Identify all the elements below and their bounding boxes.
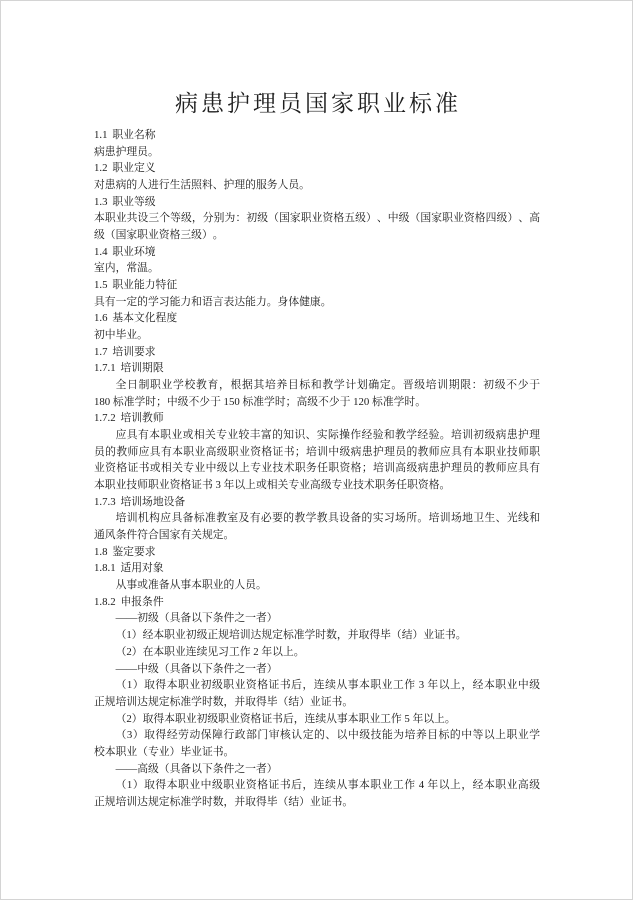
condition-line: 正规培训达规定标准学时数，并取得毕（结）业证书。 <box>94 695 354 708</box>
subsection-heading <box>94 594 540 611</box>
level-label: ——中级（具备以下条件之一者） <box>115 662 278 675</box>
condition-line: （2）在本职业连续见习工作 2 年以上。 <box>115 645 305 658</box>
subsection-number: 1.7.2 <box>94 412 116 425</box>
paragraph-line: 本职业共设三个等级，分别为：初级（国家职业资格五级）、中级（国家职业资格四级）、高 <box>94 212 540 225</box>
subsection-title: 培训期限 <box>120 362 164 375</box>
section-heading <box>94 194 540 211</box>
paragraph-line: 从事或准备从事本职业的人员。 <box>115 579 267 592</box>
subsection-heading <box>94 560 540 577</box>
condition-line: 校本职业（专业）毕业证书。 <box>94 745 235 758</box>
subsection-1-8-2 <box>94 594 540 811</box>
section-1-5 <box>94 277 540 310</box>
level-intermediate <box>94 661 540 761</box>
subsection-heading <box>94 410 540 427</box>
subsection-number: 1.7.1 <box>94 362 116 375</box>
level-label: ——初级（具备以下条件之一者） <box>115 612 278 625</box>
subsection-title: 培训教师 <box>120 412 164 425</box>
paragraph-line: 业资格证书或相关专业中级以上专业技术职务任职资格；培训高级病患护理员的教师应具有 <box>94 462 540 475</box>
level-junior <box>94 610 540 660</box>
section-number: 1.6 <box>94 312 108 325</box>
section-1-8 <box>94 544 540 811</box>
subsection-1-7-1 <box>94 360 540 410</box>
subsection-1-7-3 <box>94 494 540 544</box>
section-1-1 <box>94 127 540 160</box>
paragraph-line: 级（国家职业资格三级）。 <box>94 229 224 242</box>
section-1-6 <box>94 310 540 343</box>
section-number: 1.8 <box>94 545 108 558</box>
condition-line: （1）经本职业初级正规培训达规定标准学时数，并取得毕（结）业证书。 <box>115 629 467 642</box>
subsection-number: 1.8.2 <box>94 595 116 608</box>
paragraph-line: 对患病的人进行生活照料、护理的服务人员。 <box>94 179 310 192</box>
section-title: 职业环境 <box>112 245 156 258</box>
subsection-title: 适用对象 <box>120 562 164 575</box>
section-1-7 <box>94 344 540 544</box>
paragraph-line: 具有一定的学习能力和语言表达能力。身体健康。 <box>94 295 332 308</box>
section-heading <box>94 277 540 294</box>
section-heading <box>94 544 540 561</box>
section-title: 职业名称 <box>112 129 156 141</box>
section-number: 1.3 <box>94 195 108 208</box>
section-number: 1.1 <box>94 129 108 141</box>
paragraph-line: 培训机构应具备标准教室及有必要的教学教具设备的实习场所。培训场地卫生、光线和 <box>115 512 540 525</box>
paragraph-line: 通风条件符合国家有关规定。 <box>94 529 235 542</box>
subsection-1-8-1 <box>94 560 540 593</box>
section-1-4 <box>94 244 540 277</box>
condition-line: 正规培训达规定标准学时数，并取得毕（结）业证书。 <box>94 795 354 808</box>
section-1-3 <box>94 194 540 244</box>
section-title: 基本文化程度 <box>112 312 178 325</box>
condition-line: （1）取得本职业中级职业资格证书后，连续从事本职业工作 4 年以上，经本职业高级 <box>115 779 540 792</box>
paragraph-line: 180 标准学时；中级不少于 150 标准学时；高级不少于 120 标准学时。 <box>94 395 427 408</box>
subsection-number: 1.8.1 <box>94 562 116 575</box>
paragraph-line: 病患护理员。 <box>94 145 159 158</box>
section-heading <box>94 310 540 327</box>
document-title: 病患护理员国家职业标准 <box>175 91 461 117</box>
paragraph-line: 全日制职业学校教育，根据其培养目标和教学计划确定。晋级培训期限：初级不少于 <box>115 379 540 392</box>
paragraph-line: 本职业技师职业资格证书 3 年以上或相关专业高级专业技术职务任职资格。 <box>94 479 451 492</box>
subsection-title: 申报条件 <box>120 595 164 608</box>
section-number: 1.2 <box>94 162 108 175</box>
section-title: 职业定义 <box>112 162 156 175</box>
paragraph-line: 员的教师应具有本职业高级职业资格证书；培训中级病患护理员的教师应具有本职业技师职 <box>94 445 540 458</box>
subsection-number: 1.7.3 <box>94 495 116 508</box>
section-title: 鉴定要求 <box>112 545 156 558</box>
subsection-1-7-2 <box>94 410 540 493</box>
section-title: 培训要求 <box>112 345 156 358</box>
document-body <box>94 127 540 811</box>
condition-line: （2）取得本职业初级职业资格证书后，连续从事本职业工作 5 年以上。 <box>115 712 456 725</box>
section-1-2 <box>94 160 540 193</box>
paragraph-line: 室内，常温。 <box>94 262 159 275</box>
section-heading <box>94 244 540 261</box>
condition-line: （1）取得本职业初级职业资格证书后，连续从事本职业工作 3 年以上，经本职业中级 <box>115 679 540 692</box>
level-label: ——高级（具备以下条件之一者） <box>115 762 278 775</box>
section-heading <box>94 160 540 177</box>
section-title: 职业等级 <box>112 195 156 208</box>
subsection-heading <box>94 360 540 377</box>
subsection-title: 培训场地设备 <box>120 495 186 508</box>
section-heading <box>94 344 540 361</box>
section-number: 1.5 <box>94 279 108 292</box>
section-title: 职业能力特征 <box>112 279 178 292</box>
subsection-heading <box>94 494 540 511</box>
section-number: 1.7 <box>94 345 108 358</box>
level-senior <box>94 761 540 811</box>
condition-line: （3）取得经劳动保障行政部门审核认定的、以中级技能为培养目标的中等以上职业学 <box>115 729 540 742</box>
paragraph-line: 初中毕业。 <box>94 329 148 342</box>
paragraph-line: 应具有本职业或相关专业较丰富的知识、实际操作经验和教学经验。培训初级病患护理 <box>115 429 540 442</box>
section-heading <box>94 127 540 144</box>
section-number: 1.4 <box>94 245 108 258</box>
